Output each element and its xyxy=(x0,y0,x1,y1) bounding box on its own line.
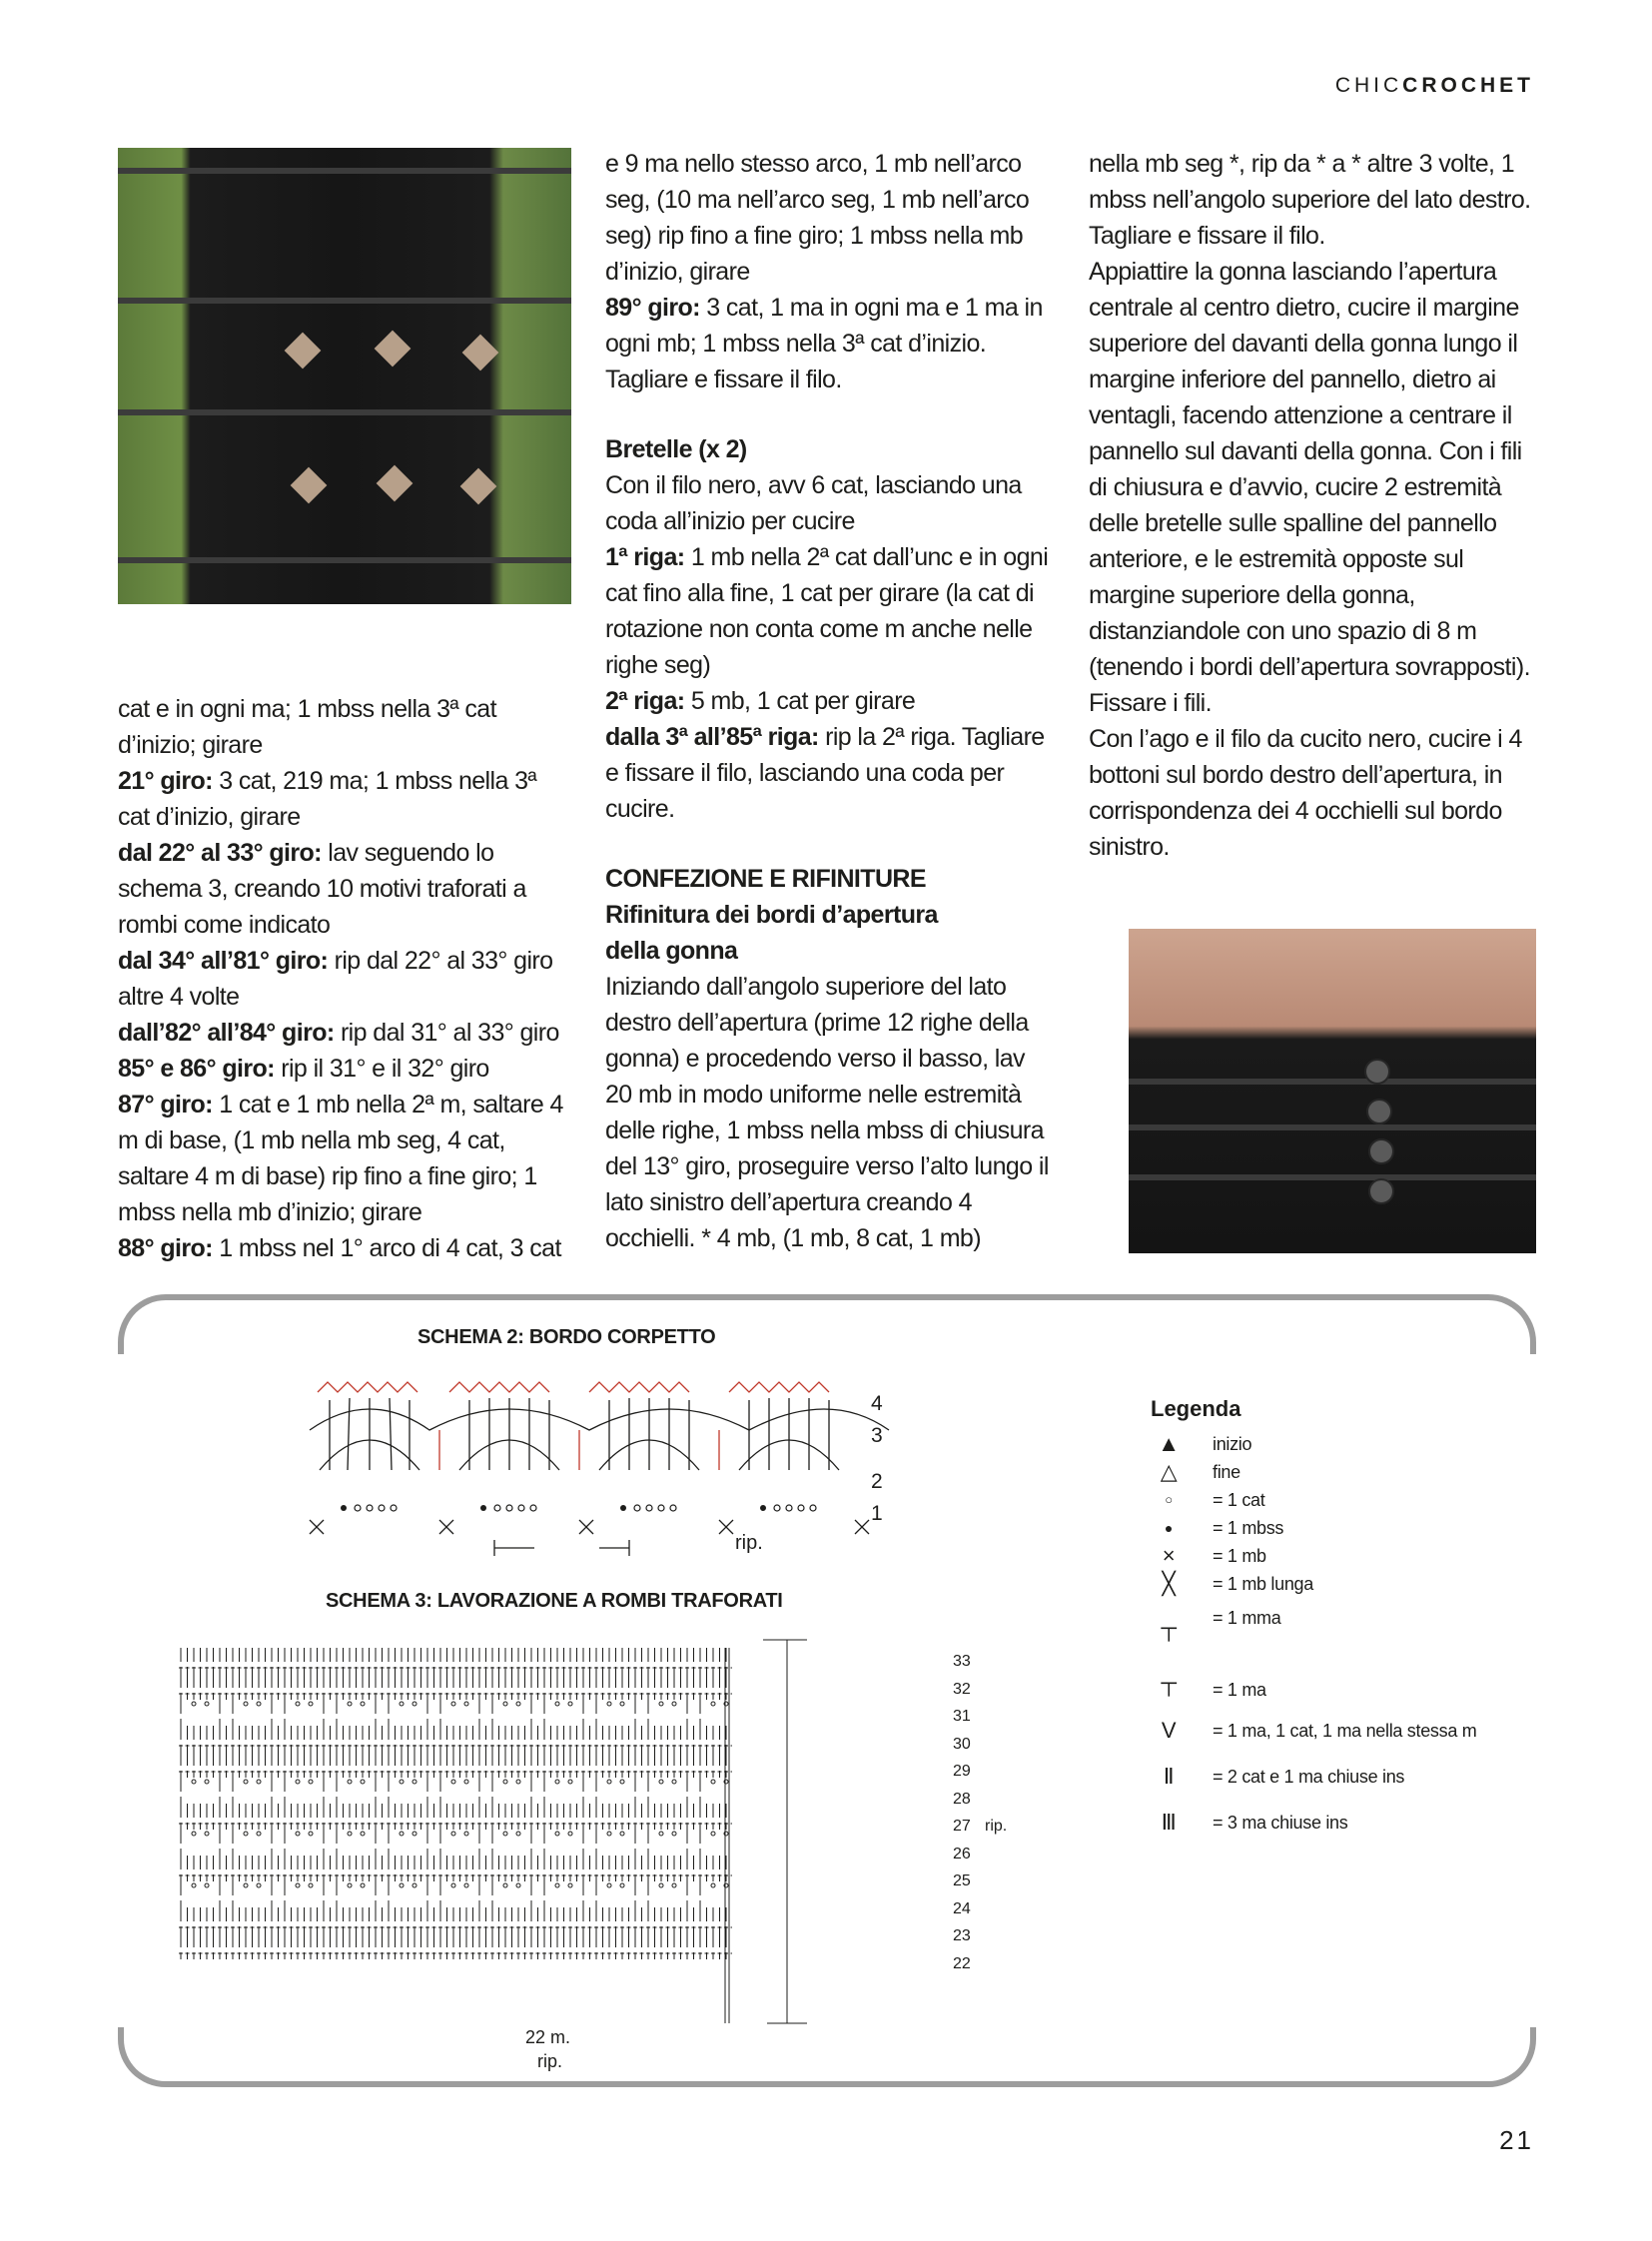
paragraph: 21° giro: 3 cat, 219 ma; 1 mbss nella 3ª cat d’inizio, girare xyxy=(118,767,537,831)
paragraph: dalla 3ª all’85ª riga: rip la 2ª riga. Tagliare e fissare il filo, lasciando una coda per cucire. xyxy=(605,723,1045,823)
cluster-2-icon: Ⅱ xyxy=(1163,1764,1175,1789)
schema-2-rep-label: rip. xyxy=(735,1532,763,1554)
button-icon xyxy=(1368,1138,1394,1164)
paragraph: Iniziando dall’angolo superiore del lato destro dell’apertura (prime 12 righe della gonna) e procedendo verso il basso, lav 20 mb in modo uniforme nelle estremità delle righe, 1 mbss nella mbss di chiusura del 13° giro, proseguire verso l’alto lungo il lato sinistro dell’apertura creando 4 occhielli. * 4 mb, (1 mb, 8 cat, 1 mb) xyxy=(605,973,1049,1252)
paragraph: 87° giro: 1 cat e 1 mb nella 2ª m, saltare 4 m di base, (1 mb nella mb seg, 4 cat, saltare 4 m di base) rip fino a fine giro; 1 mbss nella mb d’inizio; girare xyxy=(118,1091,563,1226)
dot-icon: ● xyxy=(1164,1520,1174,1536)
paragraph: Appiattire la gonna lasciando l’apertura centrale al centro dietro, cucire il margine superiore del davanti della gonna lungo il margine inferiore del pannello, dietro ai ventagli, facendo attenzione a centrare il pannello sul davanti della gonna. Con i fili di chiusura e d’avvio, cucire 2 estremità delle bretelle sulle spalline del pannello anteriore, e le estremità opposte sul margine superiore della gonna, distanziandole con uno spazio di 8 m (tenendo i bordi dell’apertura sovrapposti). Fissare i fili. xyxy=(1089,258,1530,717)
text-column-1 xyxy=(118,691,569,1266)
schema-2-title: SCHEMA 2: BORDO CORPETTO xyxy=(417,1326,716,1348)
skirt-photo xyxy=(118,148,571,604)
cross-icon: × xyxy=(1162,1543,1176,1568)
section-heading: CONFEZIONE E RIFINITURE xyxy=(605,865,926,893)
open-circle-icon: ○ xyxy=(1165,1492,1173,1507)
diagram-frame-top xyxy=(118,1294,1536,1354)
legend-item: V = 1 ma, 1 cat, 1 ma nella stessa m xyxy=(1151,1708,1530,1754)
ma-icon: ┬ xyxy=(1161,1670,1177,1695)
sub-heading: della gonna xyxy=(605,937,738,965)
schema-3-grid xyxy=(178,1638,957,2027)
legend-item: ┬ = 1 ma xyxy=(1151,1658,1530,1708)
back-photo xyxy=(1129,929,1536,1253)
text-column-3 xyxy=(1089,146,1536,865)
legend-title: Legenda xyxy=(1151,1396,1241,1421)
legend-item: × = 1 mb xyxy=(1151,1542,1530,1570)
cluster-3-icon: Ⅲ xyxy=(1161,1810,1177,1835)
legend-item: Ⅲ = 3 ma chiuse ins xyxy=(1151,1800,1530,1846)
page-number: 21 xyxy=(1499,2125,1534,2155)
paragraph: 89° giro: 3 cat, 1 ma in ogni ma e 1 ma in ogni mb; 1 mbss nella 3ª cat d’inizio. Tagliare e fissare il filo. xyxy=(605,294,1043,393)
v-stitch-icon: V xyxy=(1161,1718,1177,1743)
paragraph: dall’82° all’84° giro: rip dal 31° al 33° giro xyxy=(118,1019,559,1047)
paragraph: dal 22° al 33° giro: lav seguendo lo schema 3, creando 10 motivi traforati a rombi come indicato xyxy=(118,839,526,939)
button-icon xyxy=(1364,1059,1390,1085)
button-icon xyxy=(1366,1099,1392,1124)
schema-2-row-1: 1 xyxy=(871,1502,883,1525)
schema-2-row-3: 3 xyxy=(871,1424,883,1447)
paragraph: 85° e 86° giro: rip il 31° e il 32° giro xyxy=(118,1055,489,1083)
paragraph: 88° giro: 1 mbss nel 1° arco di 4 cat, 3 cat xyxy=(118,1234,561,1262)
section-heading: Bretelle (x 2) xyxy=(605,435,747,463)
legend-item: ○ = 1 cat xyxy=(1151,1486,1530,1514)
legend-item: ● = 1 mbss xyxy=(1151,1514,1530,1542)
text-column-2 xyxy=(605,146,1053,1256)
legend-item: ▲ inizio xyxy=(1151,1430,1530,1458)
brand-bold: CROCHET xyxy=(1402,74,1534,97)
legend-item: ┬ = 1 mma xyxy=(1151,1598,1530,1658)
schema-3-row-numbers: 33 32 31 30 29 28 27 26 25 24 23 22 xyxy=(953,1653,971,1972)
diagram-frame-bottom xyxy=(118,2027,1536,2087)
schema-2-row-4: 4 xyxy=(871,1392,883,1415)
paragraph: cat e in ogni ma; 1 mbss nella 3ª cat d’inizio; girare xyxy=(118,695,496,759)
paragraph: Con l’ago e il filo da cucito nero, cucire i 4 bottoni sul bordo destro dell’apertura, in corrispondenza dei 4 occhielli sul bordo sinistro. xyxy=(1089,725,1522,861)
filled-triangle-icon: ▲ xyxy=(1158,1431,1180,1456)
legend-item: ╳ = 1 mb lunga xyxy=(1151,1570,1530,1598)
brand-light: CHIC xyxy=(1334,74,1403,97)
paragraph: 2ª riga: 5 mb, 1 cat per girare xyxy=(605,687,916,715)
legend-item: Ⅱ = 2 cat e 1 ma chiuse ins xyxy=(1151,1754,1530,1800)
page-header xyxy=(1335,74,1534,98)
legend xyxy=(1151,1396,1530,1846)
paragraph: dal 34° all’81° giro: rip dal 22° al 33° giro altre 4 volte xyxy=(118,947,553,1011)
schema-3-title: SCHEMA 3: LAVORAZIONE A ROMBI TRAFORATI xyxy=(326,1590,783,1612)
schema-2-diagram xyxy=(300,1370,919,1580)
button-icon xyxy=(1368,1178,1394,1204)
mma-icon: ┬ xyxy=(1161,1615,1177,1640)
schema-3-rep-count: 22 m. xyxy=(525,2027,571,2047)
open-triangle-icon: △ xyxy=(1160,1459,1178,1484)
paragraph: nella mb seg *, rip da * a * altre 3 volte, 1 mbss nell’angolo superiore del lato destro. Tagliare e fissare il filo. xyxy=(1089,150,1531,250)
legend-item: △ fine xyxy=(1151,1458,1530,1486)
schema-3-rep-side: rip. xyxy=(985,1818,1008,1835)
schema-2-row-2: 2 xyxy=(871,1470,883,1493)
schema-3-rep-label: rip. xyxy=(537,2051,563,2071)
paragraph: Con il filo nero, avv 6 cat, lasciando una coda all’inizio per cucire xyxy=(605,471,1022,535)
cross-long-icon: ╳ xyxy=(1162,1571,1176,1596)
paragraph: e 9 ma nello stesso arco, 1 mb nell’arco seg, (10 ma nell’arco seg, 1 mb nell’arco seg) rip fino a fine giro; 1 mbss nella mb d’inizio, girare xyxy=(605,150,1030,286)
sub-heading: Rifinitura dei bordi d’apertura xyxy=(605,901,938,929)
paragraph: 1ª riga: 1 mb nella 2ª cat dall’unc e in ogni cat fino alla fine, 1 cat per girare (la cat di rotazione non conta come m anche nelle righe seg) xyxy=(605,543,1049,679)
